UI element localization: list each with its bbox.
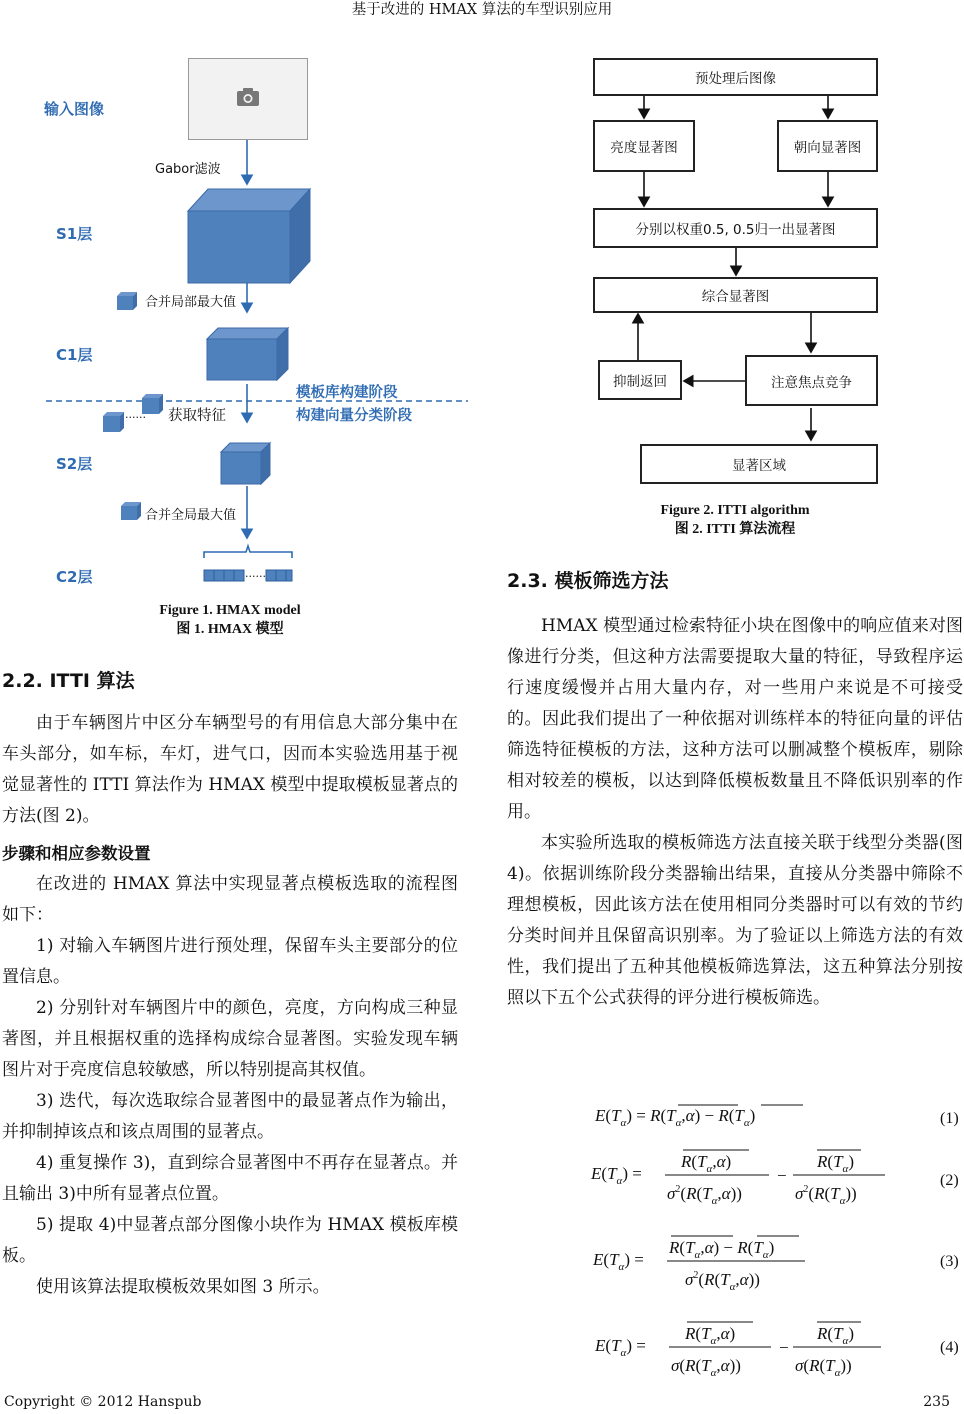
box-preprocessed: 预处理后图像 xyxy=(593,58,878,96)
svg-text:−: − xyxy=(777,1166,787,1185)
global-max-cube xyxy=(121,502,141,520)
svg-text:R(Tα): $R(T_\alpha)$ xyxy=(817,1152,854,1175)
copyright: Copyright © 2012 Hanspub xyxy=(4,1394,202,1410)
figure-1-caption-cn: 图 1. HMAX 模型 xyxy=(176,622,284,637)
svg-text:E(Tα) =: $E(T_\alpha)$ = xyxy=(595,1336,646,1359)
box-region: 显著区域 xyxy=(640,444,878,484)
paragraph: 由于车辆图片中区分车辆型号的有用信息大部分集中在车头部分，如车标，车灯，进气口，因而本实验选用基于视觉显著性的 ITTI 算法作为 HMAX 模型中提取模板显著点的方法(图 2)。 xyxy=(2,713,458,826)
equation-number-4: (4) xyxy=(940,1339,959,1356)
local-max-label: 合并局部最大值 xyxy=(145,295,237,310)
svg-text:E(Tα) =: $E(T_\alpha)$ = xyxy=(591,1164,642,1187)
svg-text:σ(R(Tα,α)): $\sigma(R(T_\alpha,\alpha))$ xyxy=(671,1356,741,1379)
itti-arrows xyxy=(560,40,900,500)
local-max-cube xyxy=(117,292,137,310)
equation-2 xyxy=(590,1150,885,1207)
paragraph: 在改进的 HMAX 算法中实现显著点模板选取的流程图如下： xyxy=(2,874,458,925)
svg-text:σ2(R(Tα)): $\sigma^2(R(T_\alpha))$ xyxy=(795,1184,857,1207)
section-2-2-title: 2.2. ITTI 算法 xyxy=(2,670,135,692)
equations xyxy=(585,1095,885,1385)
equation-number-2: (2) xyxy=(940,1172,959,1189)
gabor-label: Gabor滤波 xyxy=(155,162,221,177)
stage-classify-label: 构建向量分类阶段 xyxy=(296,408,412,424)
feature-dots: ...... xyxy=(125,408,146,421)
get-features-label: 获取特征 xyxy=(168,408,226,424)
svg-text:E(Tα) = R(Tα,α) − R(Tα): $E(T_\alpha) = R(T_\alpha,\alpha) - R(T_\alpha)$ xyxy=(595,1106,756,1129)
svg-text:−: − xyxy=(779,1338,789,1357)
s1-cube xyxy=(188,189,310,283)
svg-text:R(Tα,α): $R(T_\alpha,\alpha)$ xyxy=(685,1324,736,1347)
label-c2: C2层 xyxy=(56,568,93,586)
equation-4 xyxy=(594,1322,881,1379)
svg-text:σ2(R(Tα,α)): $\sigma^2(R(T_\alpha,\alpha))$ xyxy=(667,1184,742,1207)
svg-text:σ(R(Tα)): $\sigma(R(T_\alpha))$ xyxy=(795,1356,852,1379)
left-column xyxy=(2,666,458,1303)
section-2-3-title: 2.3. 模板筛选方法 xyxy=(507,570,669,592)
paragraph: HMAX 模型通过检索特征小块在图像中的响应值来对图像进行分类，但这种方法需要提取大量的特征，导致程序运行速度缓慢并占用大量内存，对一些用户来说是不可接受的。因此我们提出了一种依据对训练样本的特征向量的评估筛选特征模板的方法，这种方法可以删减整个模板库，剔除相对较差的模板，以达到降低模板数量且不降低识别率的作用。 xyxy=(507,616,963,822)
box-weighted: 分别以权重0.5, 0.5归一出显著图 xyxy=(593,208,878,248)
box-inhibit: 抑制返回 xyxy=(598,360,682,400)
running-header: 基于改进的 HMAX 算法的车型识别应用 xyxy=(351,2,613,18)
equation-3 xyxy=(592,1236,805,1293)
paragraph: 本实验所选取的模板筛选方法直接关联于线型分类器(图 4)。依据训练阶段分类器输出结果，直接从分类器中筛除不理想模板，因此该方法在使用相同分类器时可以有效的节约分类时间并且保留高识别率。为了验证以上筛选方法的有效性，我们提出了五种其他模板筛选算法，这五种算法分别按照以下五个公式获得的评分进行模板筛选。 xyxy=(507,833,963,1008)
box-orientation: 朝向显著图 xyxy=(777,120,878,172)
hmax-diagram xyxy=(0,0,480,600)
feature-cube-2 xyxy=(103,412,124,432)
paragraph: 使用该算法提取模板效果如图 3 所示。 xyxy=(36,1277,330,1297)
step-1: 1) 对输入车辆图片进行预处理，保留车头主要部分的位置信息。 xyxy=(2,936,458,987)
label-input: 输入图像 xyxy=(44,100,105,118)
box-brightness: 亮度显著图 xyxy=(593,120,695,172)
step-3: 3) 迭代，每次选取综合显著图中的最显著点作为输出，并抑制掉该点和该点周围的显著点。 xyxy=(2,1091,458,1142)
equation-number-1: (1) xyxy=(940,1110,959,1127)
svg-text:R(Tα,α) − R(Tα): $R(T_\alpha,\alpha) - R(T_\alpha)$ xyxy=(669,1238,775,1261)
label-s1: S1层 xyxy=(56,225,93,243)
subsection-title: 步骤和相应参数设置 xyxy=(2,844,151,863)
stage-build-label: 模板库构建阶段 xyxy=(296,385,398,401)
page-number: 235 xyxy=(923,1394,950,1410)
svg-text:R(Tα): $R(T_\alpha)$ xyxy=(817,1324,854,1347)
right-column xyxy=(507,566,963,1014)
equation-number-3: (3) xyxy=(940,1253,959,1270)
s2-cube xyxy=(221,443,270,484)
figure-1-caption-en: Figure 1. HMAX model xyxy=(159,603,301,618)
label-s2: S2层 xyxy=(56,455,93,473)
c2-brace xyxy=(204,546,292,558)
global-max-label: 合并全局最大值 xyxy=(145,508,237,523)
svg-text:E(Tα) =: $E(T_\alpha)$ = xyxy=(593,1250,644,1273)
figure-2-caption-cn: 图 2. ITTI 算法流程 xyxy=(674,522,796,537)
step-2: 2) 分别针对车辆图片中的颜色，亮度，方向构成三种显著图，并且根据权重的选择构成综合显著图。实验发现车辆图片对于亮度信息较敏感，所以特别提高其权值。 xyxy=(2,998,458,1080)
label-c1: C1层 xyxy=(56,346,93,364)
svg-text:σ2(R(Tα,α)): $\sigma^2(R(T_\alpha,\alpha))$ xyxy=(685,1270,760,1293)
box-combined: 综合显著图 xyxy=(593,277,878,313)
step-4: 4) 重复操作 3)，直到综合显著图中不再存在显著点。并且输出 3)中所有显著点位置。 xyxy=(2,1153,458,1204)
box-attention: 注意焦点竞争 xyxy=(745,355,878,406)
figure-2-caption-en: Figure 2. ITTI algorithm xyxy=(660,503,810,518)
svg-text:R(Tα,α): $R(T_\alpha,\alpha)$ xyxy=(681,1152,732,1175)
c1-cube xyxy=(207,328,288,380)
equation-1 xyxy=(594,1105,803,1129)
c2-dots: ...... xyxy=(245,567,266,580)
step-5: 5) 提取 4)中显著点部分图像小块作为 HMAX 模板库模板。 xyxy=(2,1215,458,1266)
